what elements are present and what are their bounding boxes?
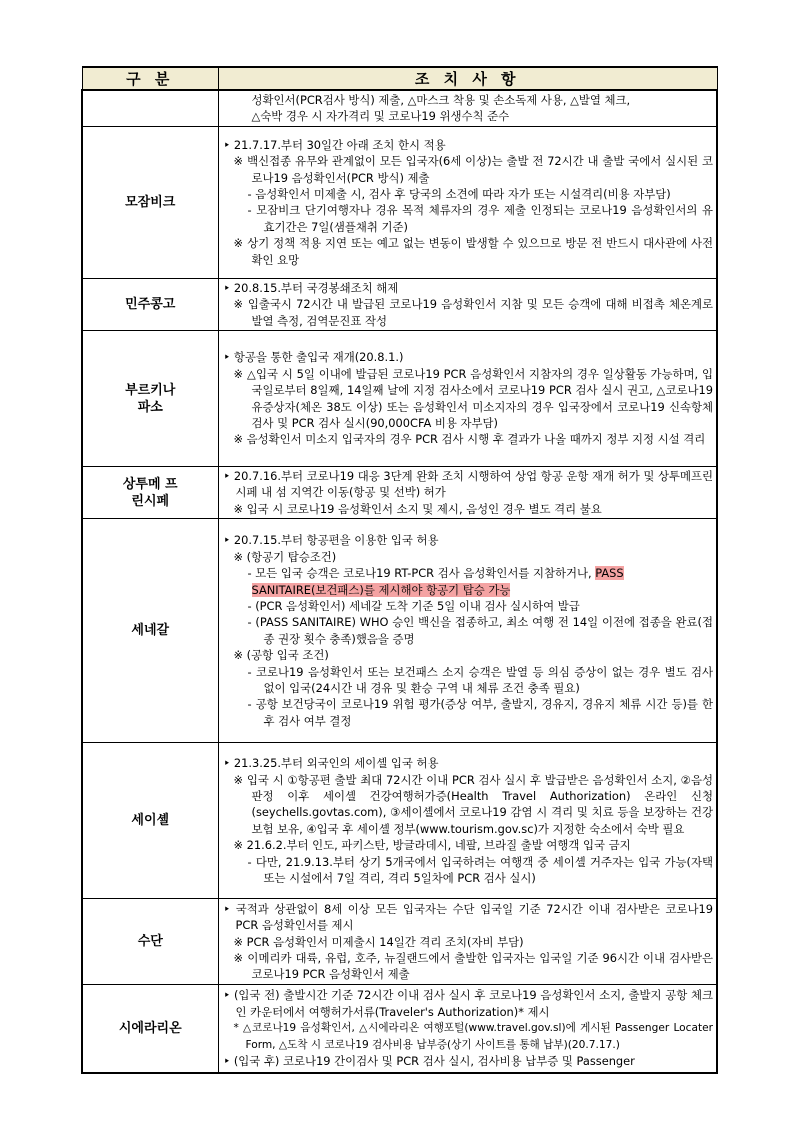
measure-line: ※ 입국 시 코로나19 음성확인서 소지 및 제시, 음성인 경우 별도 격리 불요: [233, 501, 602, 516]
measure-line: ※ PCR 음성확인서 미제출시 14일간 격리 조치(자비 부담): [233, 934, 524, 949]
measures-cell: [218, 519, 717, 743]
measure-line: ‣ 항공을 통한 출입국 재개(20.8.1.): [223, 350, 404, 365]
measure-line: ※ 음성확인서 미소지 입국자의 경우 PCR 검사 시행 후 결과가 나올 때까지 정부 지정 시설 격리: [233, 432, 706, 447]
measure-line: ‣ 20.7.15.부터 항공편을 이용한 입국 허용: [223, 533, 439, 548]
measures-cell: [218, 278, 717, 330]
country-cell: 시에라리온: [82, 985, 218, 1073]
measure-line: ‣ 21.7.17.부터 30일간 아래 조치 한시 적용: [223, 137, 446, 152]
country-name: 상투메 프린시페: [122, 476, 178, 509]
country-cell: 수단: [82, 899, 218, 985]
measure-line: ‣ 20.8.15.부터 국경봉쇄조치 해제: [223, 280, 399, 295]
measure-line: ※ (공항 입국 조건): [233, 648, 329, 663]
measure-line: - 공항 보건당국이 코로나19 위험 평가(증상 여부, 출발지, 경유지, 경유지 체류 시간 등)를 한 후 검사 여부 결정: [247, 697, 713, 728]
measure-line: [224, 565, 714, 581]
measure-line: ※ (항공기 탑승조건): [233, 549, 337, 564]
measure-line: - (PASS SANITAIRE) WHO 승인 백신을 접종하고, 최소 여행 전 14일 이전에 접종을 완료(접종 권장 횟수 충족)했음을 증명: [247, 615, 713, 646]
measure-line: - 코로나19 음성확인서 또는 보건패스 소지 승객은 발열 등 의심 증상이 없는 경우 별도 검사 없이 입국(24시간 내 경유 및 환승 구역 내 체류 조건 충족 필요): [247, 664, 713, 695]
table-row: [82, 985, 717, 1073]
measures-cell: [218, 743, 717, 899]
measure-line: ‣ 국적과 상관없이 8세 이상 모든 입국자는 수단 입국일 기준 72시간 이내 검사받은 코로나19 PCR 음성확인서를 제시: [223, 901, 713, 933]
measure-line: 성확인서(PCR검사 방식) 제출, △마스크 착용 및 손소독제 사용, △발열 체크,: [251, 93, 631, 107]
table-row: [82, 90, 717, 126]
measures-cell: [218, 90, 717, 126]
country-cell: 민주콩고: [82, 278, 218, 330]
measure-line: ‣ (입국 후) 코로나19 간이검사 및 PCR 검사 실시, 검사비용 납부증 및 Passenger: [223, 1054, 635, 1069]
table-header-row: [82, 67, 717, 90]
measures-cell: [218, 126, 717, 278]
country-cell: [82, 331, 218, 467]
header-category: 구 분: [82, 67, 218, 90]
measure-line: - 음성확인서 미제출 시, 검사 후 당국의 소견에 따라 자가 또는 시설격리(비용 자부담): [247, 186, 671, 201]
table-row: [82, 331, 717, 467]
measure-line: ‣ 21.3.25.부터 외국인의 세이셸 입국 허용: [223, 756, 439, 771]
measure-line: ※ 21.6.2.부터 인도, 파키스탄, 방글라데시, 네팔, 브라질 출발 여행객 입국 금지: [233, 838, 631, 853]
country-cell: [82, 90, 218, 126]
measures-cell: [218, 467, 717, 519]
table-row: [82, 467, 717, 519]
measures-cell: [218, 985, 717, 1073]
measures-table: [81, 66, 718, 1074]
country-name: 부르키나 파소: [125, 382, 176, 415]
highlighted-text: SANITAIRE(보건패스)를 제시해야 항공기 탑승 가능: [251, 582, 511, 597]
measure-line: ‣ (입국 전) 출발시간 기준 72시간 이내 검사 실시 후 코로나19 음성확인서 소지, 출발지 공항 체크인 카운터에서 여행허가서류(Traveler's Authorization)* 제시: [223, 988, 713, 1019]
table-row: [82, 126, 717, 278]
measure-line: ※ △입국 시 5일 이내에 발급된 코로나19 PCR 음성확인서 지참자의 경우 일상활동 가능하며, 입국일로부터 8일째, 14일째 날에 지정 검사소에서 코로나19 PCR 검사 실시 권고, △코로나19 유증상자(체온 38도 이상) 또는 음성확인서 미소지자의 경우 입국장에서 코로나19 신속항체검사 및 PCR 검사 실시(90,000CFA 비용 자부담): [233, 366, 713, 430]
measure-line: ‣ 20.7.16.부터 코로나19 대응 3단계 완화 조치 시행하여 상업 항공 운항 재개 허가 및 상투메프린시페 내 섬 지역간 이동(항공 및 선박) 허가: [223, 469, 713, 500]
measure-line: ※ 입국 시 ①항공편 출발 최대 72시간 이내 PCR 검사 실시 후 발급받은 음성확인서 소지, ②음성판정 이후 세이셸 건강여행허가증(Health Travel Authorization) 온라인 신청(seychells.govtas.com), ③세이셸에서 코로나19 감염 시 격리 및 치료 등을 보장하는 건강보험 보유, ④입국 후 세이셸 정부(www.tourism.gov.sc)가 지정한 숙소에서 숙박 필요: [233, 772, 713, 836]
measure-line: △숙박 경우 시 자가격리 및 코로나19 위생수칙 준수: [251, 109, 510, 124]
measure-text: - 모든 입국 승객은 코로나19 RT-PCR 검사 음성확인서를 지참하거나,: [247, 566, 592, 581]
table-row: [82, 278, 717, 330]
measure-line: - 모잠비크 단기여행자나 경유 목적 체류자의 경우 제출 인정되는 코로나19 음성확인서의 유효기간은 7일(샘플채취 기준): [247, 203, 713, 234]
measure-line: * △코로나19 음성확인서, △시에라리온 여행포털(www.travel.gov.sl)에 게시된 Passenger Locater Form, △도착 시 코로나19 검사비용 납부증(상기 사이트를 통해 납부)(20.7.17.): [233, 1022, 713, 1051]
table-row: [82, 899, 717, 985]
header-measures: 조 치 사 항: [218, 67, 717, 90]
measure-line: ※ 이메리카 대륙, 유럽, 호주, 뉴질랜드에서 출발한 입국자는 입국일 기준 96시간 이내 검사받은 코로나19 PCR 음성확인서 제출: [233, 950, 713, 982]
measure-line: - (PCR 음성확인서) 세네갈 도착 기준 5일 이내 검사 실시하여 발급: [247, 598, 580, 613]
country-cell: 세네갈: [82, 519, 218, 743]
measure-line: ※ 상기 정책 적용 지연 또는 예고 없는 변동이 발생할 수 있으므로 방문 전 반드시 대사관에 사전 확인 요망: [233, 236, 713, 267]
measure-line: [224, 582, 714, 598]
country-cell: [82, 467, 218, 519]
measure-line: ※ 백신접종 유무와 관계없이 모든 입국자(6세 이상)는 출발 전 72시간 내 출발 국에서 실시된 코로나19 음성확인서(PCR 방식) 제출: [233, 154, 713, 185]
measure-line: ※ 입출국시 72시간 내 발급된 코로나19 음성확인서 지참 및 모든 승객에 대해 비접촉 체온계로 발열 측정, 검역문진표 작성: [233, 297, 713, 328]
highlighted-text: PASS: [595, 566, 624, 581]
table-row: [82, 519, 717, 743]
measures-cell: [218, 331, 717, 467]
country-cell: 세이셸: [82, 743, 218, 899]
table-row: [82, 743, 717, 899]
measures-table-container: [81, 66, 716, 1069]
measure-line: - 다만, 21.9.13.부터 상기 5개국에서 입국하려는 여행객 중 세이셸 거주자는 입국 가능(자택 또는 시설에서 7일 격리, 격리 5일차에 PCR 검사 실시): [247, 854, 713, 885]
measures-cell: [218, 899, 717, 985]
country-cell: 모잠비크: [82, 126, 218, 278]
